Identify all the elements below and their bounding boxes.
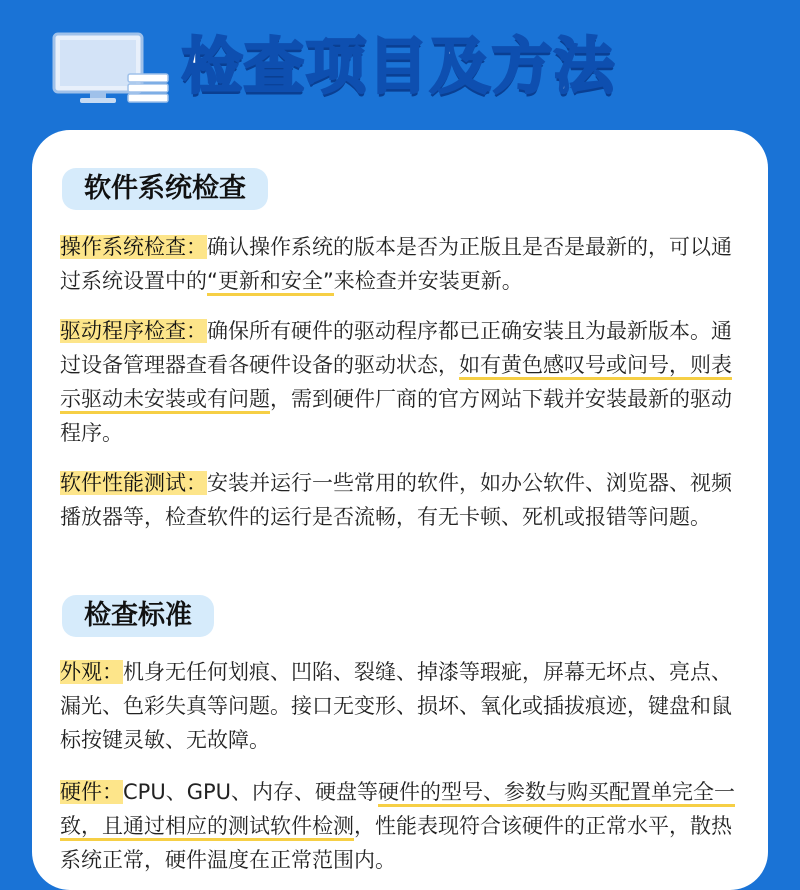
item-hardware: 硬件：CPU、GPU、内存、硬盘等硬件的型号、参数与购买配置单完全一致，且通过相应的测试软件检测，性能表现符合该硬件的正常水平，散热系统正常，硬件温度在正常范围内。 — [60, 780, 736, 872]
section-heading-standards: 检查标准 — [62, 595, 214, 637]
item-label: 硬件： — [60, 780, 123, 804]
item-os-check: 操作系统检查：确认操作系统的版本是否为正版且是否是最新的，可以通过系统设置中的“更新和安全”来检查并安装更新。 — [60, 230, 750, 298]
header — [0, 0, 800, 130]
item-label: 软件性能测试： — [60, 471, 207, 495]
page-title: 检查项目及方法 — [182, 32, 616, 102]
item-label: 驱动程序检查： — [60, 319, 207, 343]
section-heading-software: 软件系统检查 — [62, 168, 268, 210]
item-label: 操作系统检查： — [60, 235, 207, 259]
monitor-icon — [52, 32, 170, 104]
content-card — [32, 130, 768, 890]
item-appearance: 外观：机身无任何划痕、凹陷、裂缝、掉漆等瑕疵，屏幕无坏点、亮点、漏光、色彩失真等问题。接口无变形、损坏、氧化或插拔痕迹，键盘和鼠标按键灵敏、无故障。 — [60, 660, 732, 752]
item-label: 外观： — [60, 660, 123, 684]
item-driver-check: 驱动程序检查：确保所有硬件的驱动程序都已正确安装且为最新版本。通过设备管理器查看各硬件设备的驱动状态，如有黄色感叹号或问号，则表示驱动未安装或有问题，需到硬件厂商的官方网站下载并安装最新的驱动程序。 — [60, 319, 732, 445]
item-software-performance: 软件性能测试：安装并运行一些常用的软件，如办公软件、浏览器、视频播放器等，检查软件的运行是否流畅，有无卡顿、死机或报错等问题。 — [60, 471, 732, 529]
